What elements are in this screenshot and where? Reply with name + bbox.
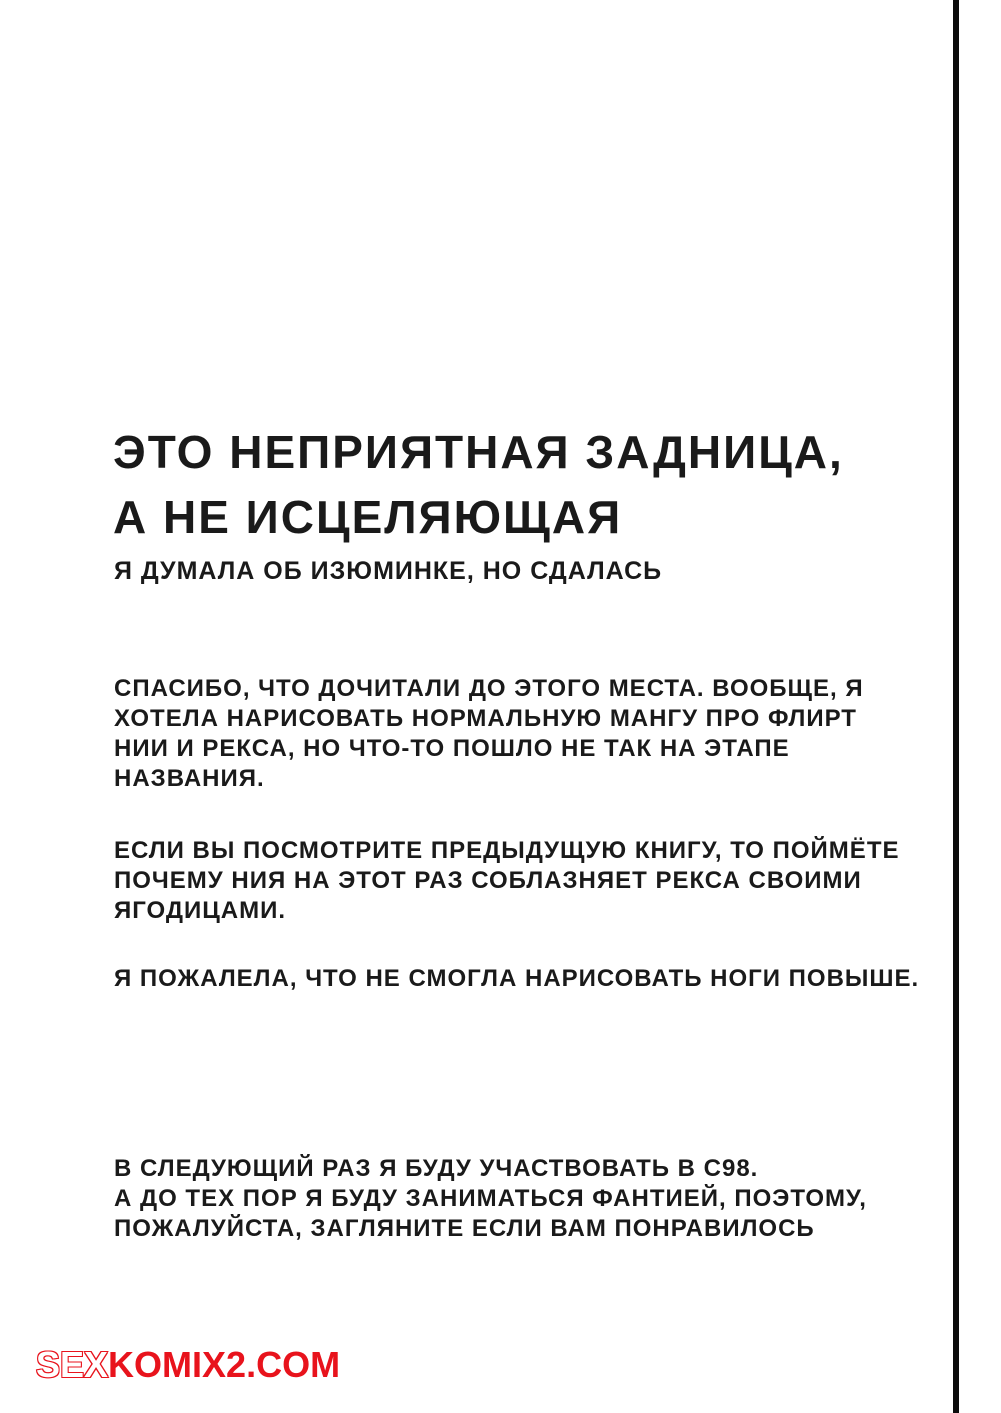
page-subtitle: Я ДУМАЛА ОБ ИЗЮМИНКЕ, НО СДАЛАСЬ <box>114 557 663 585</box>
paragraph-4-line-2: А ДО ТЕХ ПОР Я БУДУ ЗАНИМАТЬСЯ ФАНТИЕЙ, ПОЭТОМУ, <box>114 1185 867 1212</box>
paragraph-1-line-1: СПАСИБО, ЧТО ДОЧИТАЛИ ДО ЭТОГО МЕСТА. ВООБЩЕ, Я <box>114 675 864 702</box>
paragraph-2-line-1: ЕСЛИ ВЫ ПОСМОТРИТЕ ПРЕДЫДУЩУЮ КНИГУ, ТО ПОЙМЁТЕ <box>114 837 900 864</box>
watermark-outlined-text: SEX <box>36 1344 109 1385</box>
watermark-solid-text: KOMIX2.COM <box>108 1344 341 1385</box>
paragraph-3-line-1: Я ПОЖАЛЕЛА, ЧТО НЕ СМОГЛА НАРИСОВАТЬ НОГИ ПОВЫШЕ. <box>114 965 920 992</box>
afterword-paragraph-1 <box>114 674 864 794</box>
paragraph-1-line-3: НИИ И РЕКСА, НО ЧТО-ТО ПОШЛО НЕ ТАК НА ЭТАПЕ <box>114 735 790 762</box>
afterword-paragraph-4 <box>114 1154 867 1244</box>
afterword-paragraph-3 <box>114 964 919 994</box>
page-title-line-1: ЭТО НЕПРИЯТНАЯ ЗАДНИЦА, <box>113 426 844 478</box>
page-title-line-2: А НЕ ИСЦЕЛЯЮЩАЯ <box>113 491 623 543</box>
page-right-edge-line <box>953 0 959 1413</box>
sexkomix2-watermark <box>36 1344 340 1386</box>
page-title <box>113 420 844 550</box>
paragraph-1-line-2: ХОТЕЛА НАРИСОВАТЬ НОРМАЛЬНУЮ МАНГУ ПРО ФЛИРТ <box>114 705 857 732</box>
paragraph-4-line-1: В СЛЕДУЮЩИЙ РАЗ Я БУДУ УЧАСТВОВАТЬ В С98. <box>114 1155 759 1182</box>
paragraph-4-line-3: ПОЖАЛУЙСТА, ЗАГЛЯНИТЕ ЕСЛИ ВАМ ПОНРАВИЛОСЬ <box>114 1215 815 1242</box>
afterword-paragraph-2 <box>114 836 900 926</box>
paragraph-2-line-2: ПОЧЕМУ НИЯ НА ЭТОТ РАЗ СОБЛАЗНЯЕТ РЕКСА СВОИМИ <box>114 867 862 894</box>
paragraph-2-line-3: ЯГОДИЦАМИ. <box>114 897 287 924</box>
paragraph-1-line-4: НАЗВАНИЯ. <box>114 765 265 792</box>
